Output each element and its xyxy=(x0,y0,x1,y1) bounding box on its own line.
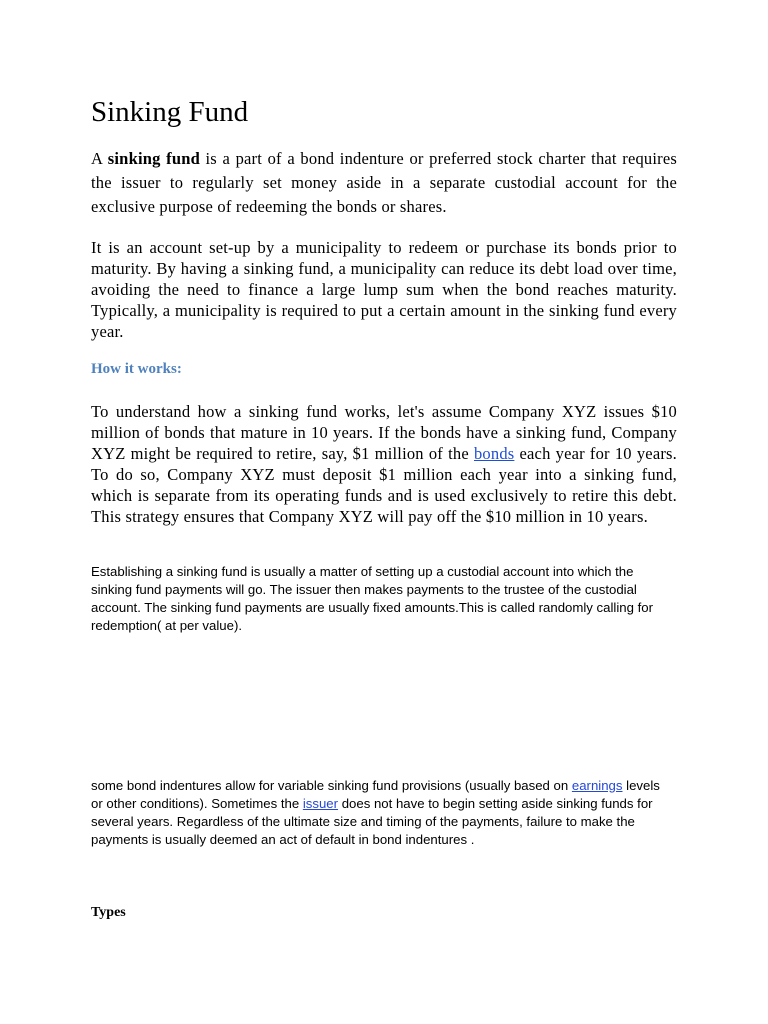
variable-text-3: does not have to begin setting aside sinking funds for several years. Regardless of the ultimate size and timing of the payments, failure to make the payments is usually deemed an act of default in bond indentures . xyxy=(91,796,653,847)
example-text-after: each year for 10 years. To do so, Company XYZ must deposit $1 million each year into a sinking fund, which is separate from its operating funds and is used exclusively to retire this debt. This strategy ensures that Company XYZ will pay off the $10 million in 10 years. xyxy=(91,444,677,526)
page-title: Sinking Fund xyxy=(91,96,249,128)
how-it-works-heading: How it works: xyxy=(91,361,182,377)
variable-text-1: some bond indentures allow for variable sinking fund provisions (usually based on xyxy=(91,778,572,793)
issuer-link[interactable]: issuer xyxy=(302,796,339,811)
establishing-paragraph: Establishing a sinking fund is usually a matter of setting up a custodial account into which the sinking fund payments will go. The issuer then makes payments to the trustee of the custodial account. The sinking fund payments are usually fixed amounts.This is called randomly calling for redemption( at per value). xyxy=(91,564,653,633)
intro-paragraph xyxy=(91,147,677,219)
definition-paragraph: It is an account set-up by a municipality to redeem or purchase its bonds prior to maturity. By having a sinking fund, a municipality can reduce its debt load over time, avoiding the need to finance a large lump sum when the bond reaches maturity. Typically, a municipality is required to put a certain amount in the sinking fund every year. xyxy=(91,238,677,341)
earnings-link[interactable]: earnings xyxy=(571,778,623,793)
intro-term: sinking fund xyxy=(107,149,200,168)
variable-text-2: levels or other conditions). Sometimes the xyxy=(91,778,660,811)
intro-prefix: A xyxy=(91,149,108,168)
intro-rest: is a part of a bond indenture or preferred stock charter that requires the issuer to regularly set money aside in a separate custodial account for the exclusive purpose of redeeming the bonds or shares. xyxy=(91,149,678,216)
types-heading: Types xyxy=(91,905,126,920)
example-text-before: To understand how a sinking fund works, let's assume Company XYZ issues $10 million of bonds that mature in 10 years. If the bonds have a sinking fund, Company XYZ might be required to retire, say, $1 million of the xyxy=(91,402,677,463)
bonds-link[interactable]: bonds xyxy=(473,444,515,463)
example-paragraph xyxy=(91,401,677,527)
variable-provisions-paragraph xyxy=(91,777,671,849)
